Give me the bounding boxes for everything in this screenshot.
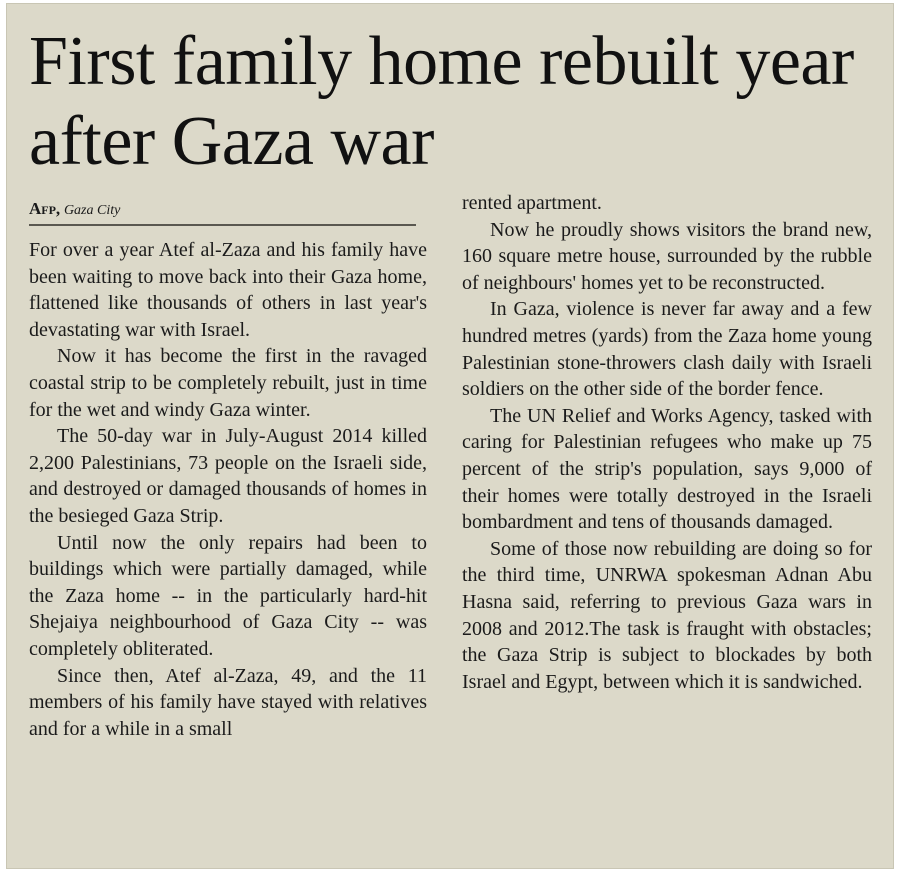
article-paragraph: Since then, Atef al-Zaza, 49, and the 11 members of his family have stayed with relatives and for a while in a small — [29, 664, 427, 740]
headline: First family home rebuilt year after Gaza war — [29, 23, 854, 180]
byline-agency: Afp, — [29, 199, 61, 218]
byline — [29, 200, 120, 220]
article-continuation: rented apartment. — [462, 192, 602, 214]
article-column-left — [29, 237, 427, 742]
article-paragraph: The UN Relief and Works Agency, tasked with caring for Palestinian refugees who make up 75 percent of the strip's population, says 9,000 of their homes were totally destroyed in the Israeli bombardment and tens of thousands damaged. — [462, 404, 872, 534]
byline-location: Gaza City — [63, 203, 121, 218]
byline-divider — [29, 224, 416, 226]
article-paragraph: Now it has become the first in the ravaged coastal strip to be completely rebuilt, just in time for the wet and windy Gaza winter. — [29, 345, 427, 421]
article-paragraph: The 50-day war in July-August 2014 killed 2,200 Palestinians, 73 people on the Israeli side, and destroyed or damaged thousands of homes in the besieged Gaza Strip. — [29, 425, 427, 527]
article-paragraph: For over a year Atef al-Zaza and his family have been waiting to move back into their Gaza home, flattened like thousands of others in last year's devastating war with Israel. — [29, 239, 427, 341]
article-paragraph: Until now the only repairs had been to buildings which were partially damaged, while the Zaza home -- in the particularly hard-hit Shejaiya neighbourhood of Gaza City -- was completely obliterated. — [29, 531, 427, 660]
article-paragraph: Some of those now rebuilding are doing so for the third time, UNRWA spokesman Adnan Abu Hasna said, referring to previous Gaza wars in 2008 and 2012.The task is fraught with obstacles; the Gaza Strip is subject to blockades by both Israel and Egypt, between which it is sandwiched. — [462, 537, 872, 693]
article-paragraph: In Gaza, violence is never far away and a few hundred metres (yards) from the Zaza home young Palestinian stone-throwers clash daily with Israeli soldiers on the other side of the border fence. — [462, 298, 872, 401]
newspaper-clipping — [6, 3, 894, 869]
article-column-right — [462, 190, 872, 695]
article-paragraph: Now he proudly shows visitors the brand new, 160 square metre house, surrounded by the rubble of neighbours' homes yet to be reconstructed. — [462, 218, 872, 294]
